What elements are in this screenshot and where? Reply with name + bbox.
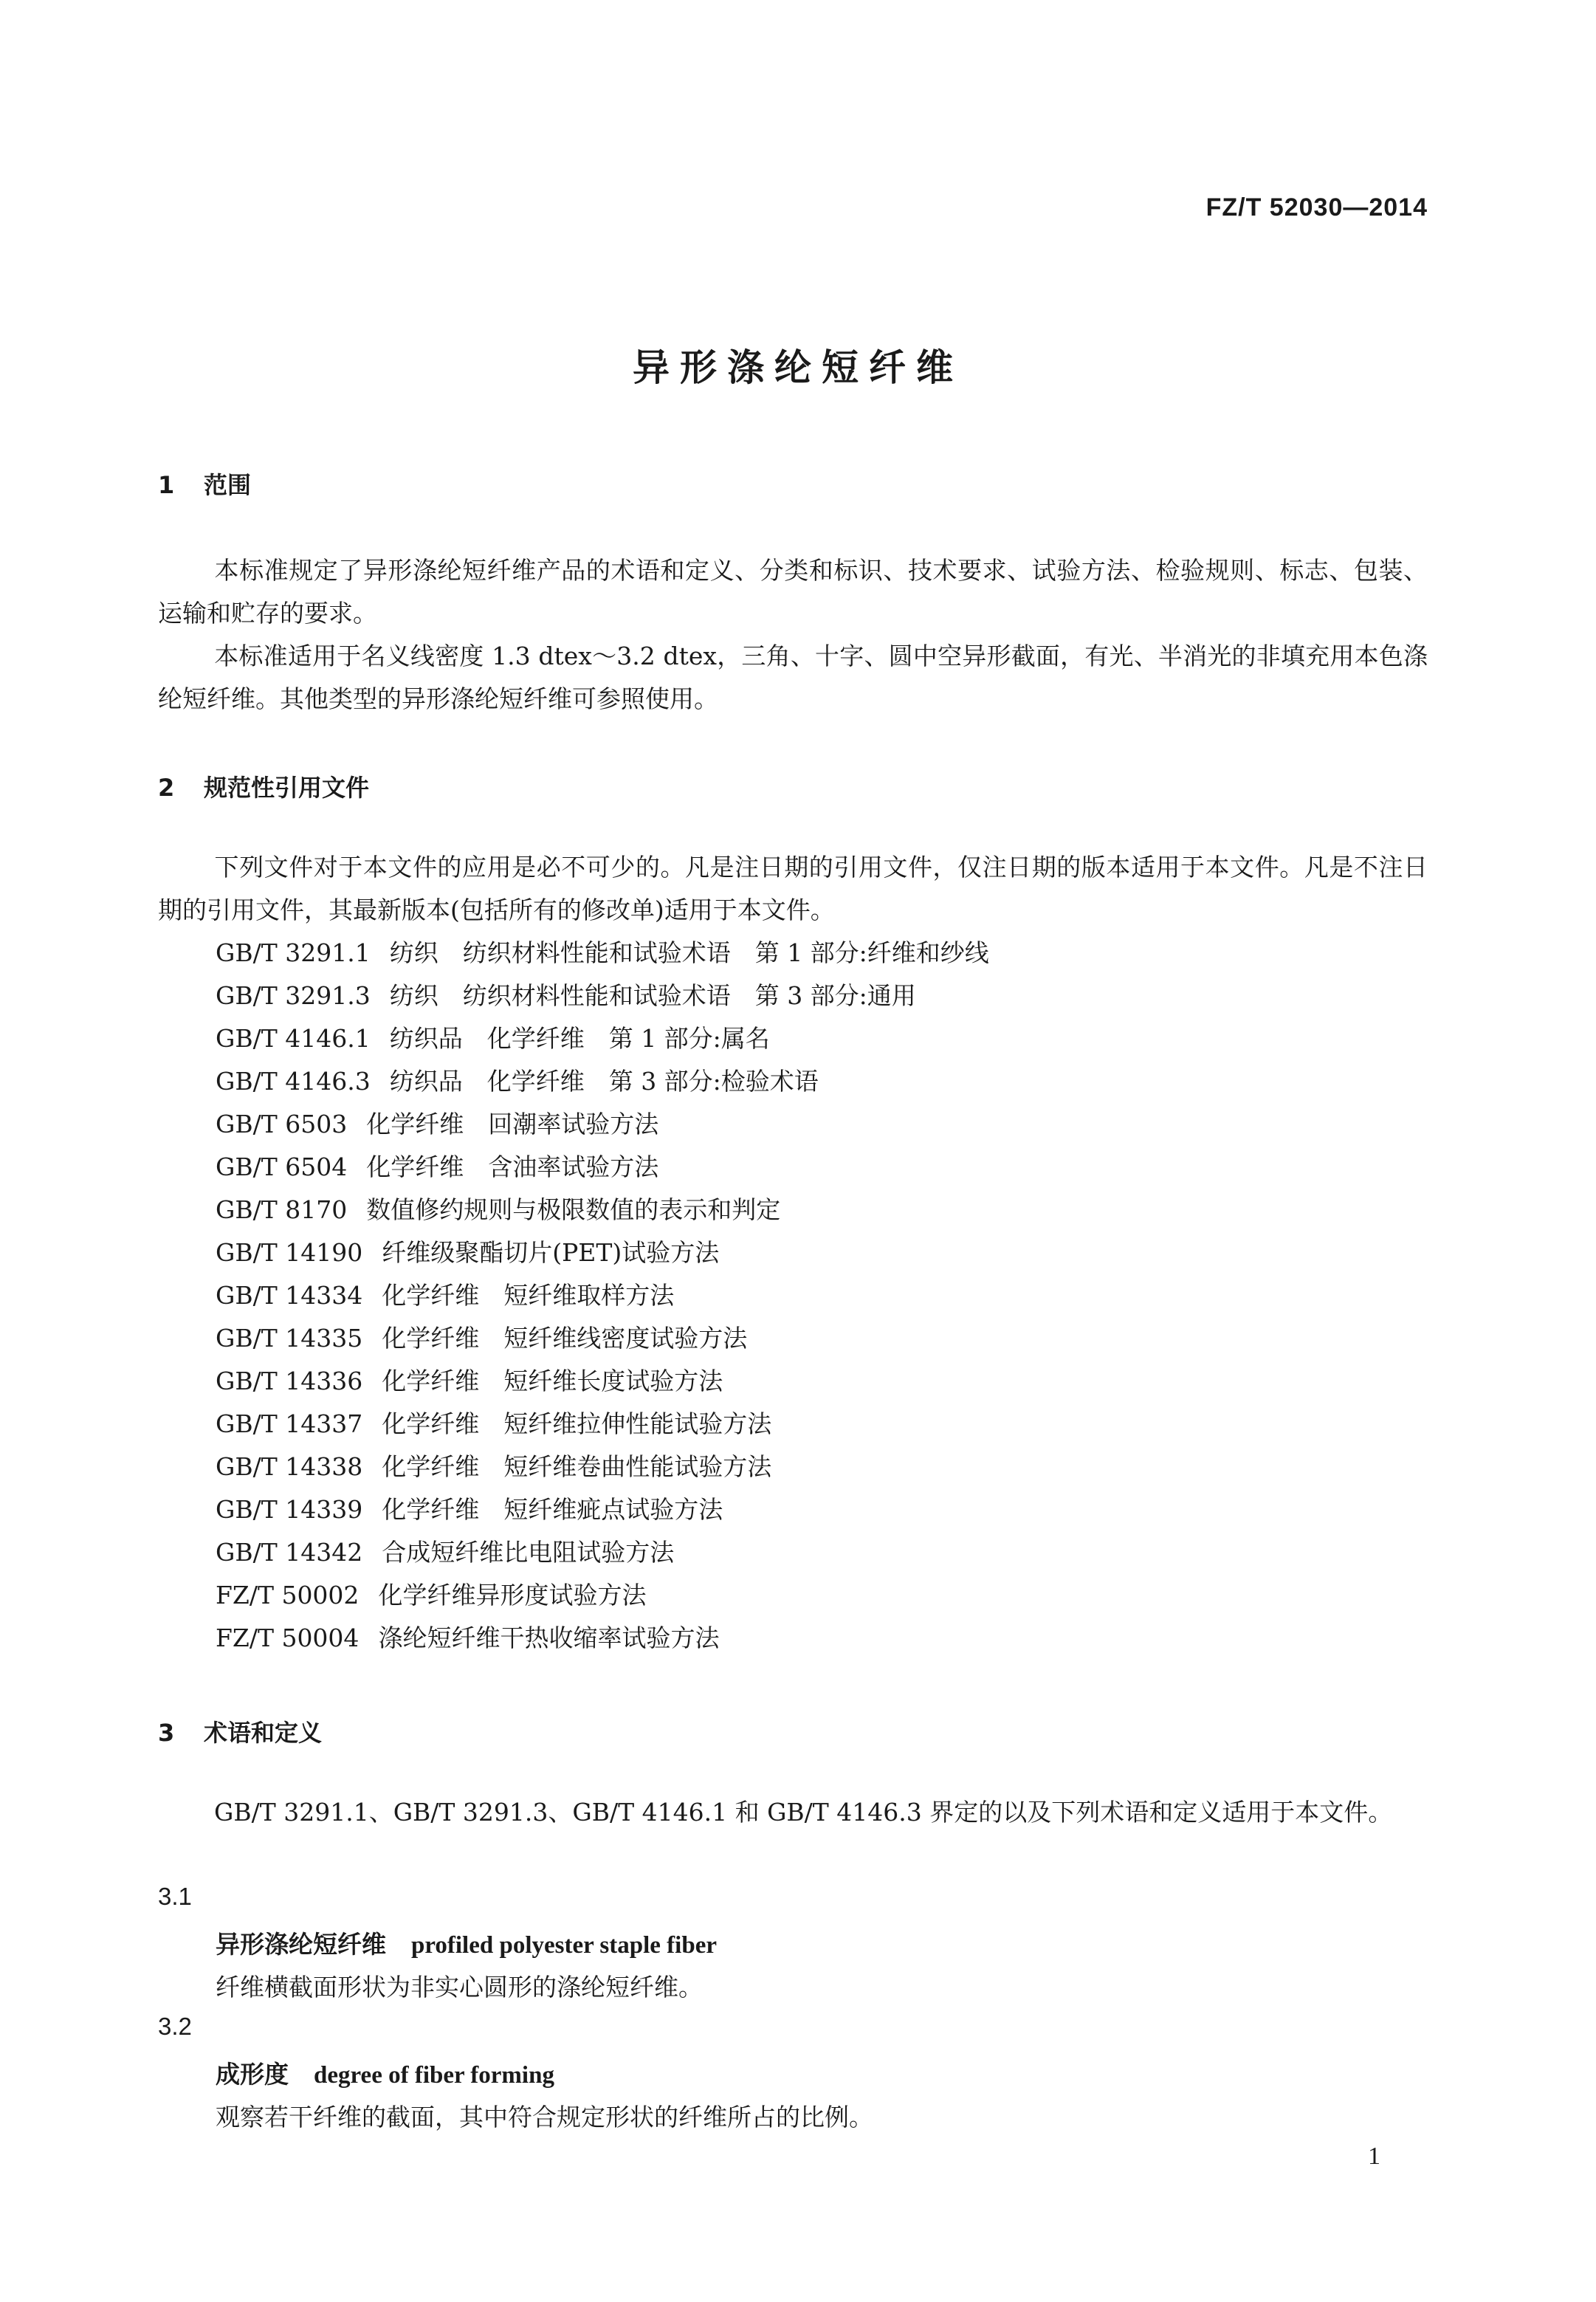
reference-title: 合成短纤维比电阻试验方法 [382, 1538, 675, 1567]
reference-item [216, 1488, 989, 1531]
references-intro-text: 下列文件对于本文件的应用是必不可少的。凡是注日期的引用文件，仅注日期的版本适用于本文件。凡是不注日期的引用文件，其最新版本(包括所有的修改单)适用于本文件。 [158, 853, 1428, 924]
term-english: profiled polyester staple fiber [411, 1932, 717, 1959]
section-number: 3 [158, 1719, 175, 1747]
reference-code: GB/T 4146.3 [216, 1067, 371, 1096]
reference-item [216, 1017, 989, 1060]
reference-code: GB/T 3291.3 [216, 981, 371, 1010]
term-entry [216, 1925, 717, 1960]
reference-title: 化学纤维 短纤维线密度试验方法 [382, 1324, 748, 1353]
reference-code: GB/T 6503 [216, 1110, 348, 1138]
reference-item [216, 1103, 989, 1146]
term-entry [216, 2055, 554, 2090]
reference-item [216, 1574, 989, 1617]
reference-title: 化学纤维 短纤维拉伸性能试验方法 [382, 1409, 772, 1438]
reference-item [216, 1146, 989, 1189]
term-definition: 观察若干纤维的截面，其中符合规定形状的纤维所占的比例。 [216, 2103, 873, 2131]
reference-title: 数值修约规则与极限数值的表示和判定 [366, 1195, 781, 1224]
reference-code: GB/T 14339 [216, 1495, 363, 1524]
reference-code: GB/T 14334 [216, 1281, 363, 1310]
reference-code: GB/T 14190 [216, 1238, 363, 1267]
reference-item [216, 1360, 989, 1403]
section-3-heading [158, 1714, 322, 1748]
reference-code: GB/T 3291.1 [216, 938, 371, 967]
references-intro [158, 846, 1428, 932]
reference-code: GB/T 14335 [216, 1324, 363, 1353]
reference-title: 涤纶短纤维干热收缩率试验方法 [378, 1624, 720, 1652]
reference-title: 纺织品 化学纤维 第 3 部分:检验术语 [389, 1067, 819, 1096]
standard-code: FZ/T 52030—2014 [1205, 193, 1428, 221]
reference-item [216, 975, 989, 1017]
reference-title: 纺织品 化学纤维 第 1 部分:属名 [389, 1024, 770, 1053]
reference-code: GB/T 14336 [216, 1367, 363, 1395]
reference-title: 化学纤维 短纤维长度试验方法 [382, 1367, 723, 1395]
reference-title: 化学纤维 回潮率试验方法 [366, 1110, 659, 1138]
reference-code: GB/T 14338 [216, 1452, 363, 1481]
term-chinese: 异形涤纶短纤维 [216, 1930, 386, 1959]
reference-title: 纺织 纺织材料性能和试验术语 第 3 部分:通用 [389, 981, 916, 1010]
reference-code: GB/T 8170 [216, 1195, 348, 1224]
clause-number: 3.1 [158, 1883, 192, 1910]
reference-item [216, 932, 989, 975]
section-number: 2 [158, 774, 175, 802]
section-1-heading [158, 467, 251, 501]
reference-item [216, 1403, 989, 1446]
scope-paragraph-2 [158, 635, 1428, 721]
reference-code: GB/T 14342 [216, 1538, 363, 1567]
reference-code: GB/T 6504 [216, 1152, 348, 1181]
reference-title: 化学纤维 短纤维卷曲性能试验方法 [382, 1452, 772, 1481]
document-title: 异形涤纶短纤维 [633, 346, 963, 389]
reference-item [216, 1617, 989, 1660]
reference-code: GB/T 14337 [216, 1409, 363, 1438]
reference-item [216, 1274, 989, 1317]
page-number: 1 [1368, 2143, 1380, 2170]
terms-intro [158, 1791, 1428, 1834]
term-english: degree of fiber forming [314, 2062, 554, 2089]
term-definition: 纤维横截面形状为非实心圆形的涤纶短纤维。 [216, 1973, 703, 2002]
reference-title: 纺织 纺织材料性能和试验术语 第 1 部分:纤维和纱线 [389, 938, 989, 967]
clause-number: 3.2 [158, 2013, 192, 2040]
section-title: 术语和定义 [204, 1719, 323, 1747]
reference-item [216, 1531, 989, 1574]
reference-list [216, 932, 989, 1660]
reference-item [216, 1060, 989, 1103]
scope-paragraph-1 [158, 549, 1428, 635]
section-number: 1 [158, 471, 175, 499]
reference-title: 纤维级聚酯切片(PET)试验方法 [382, 1238, 720, 1267]
section-title: 范围 [204, 471, 252, 499]
scope-text-2: 本标准适用于名义线密度 1.3 dtex～3.2 dtex，三角、十字、圆中空异形截面，有光、半消光的非填充用本色涤纶短纤维。其他类型的异形涤纶短纤维可参照使用。 [158, 642, 1428, 713]
section-title: 规范性引用文件 [204, 774, 370, 802]
reference-title: 化学纤维 短纤维取样方法 [382, 1281, 675, 1310]
reference-item [216, 1189, 989, 1231]
reference-title: 化学纤维 含油率试验方法 [366, 1152, 659, 1181]
reference-item [216, 1317, 989, 1360]
section-2-heading [158, 769, 369, 803]
scope-text-1: 本标准规定了异形涤纶短纤维产品的术语和定义、分类和标识、技术要求、试验方法、检验规则、标志、包装、运输和贮存的要求。 [158, 556, 1428, 628]
reference-title: 化学纤维异形度试验方法 [378, 1581, 647, 1609]
reference-code: GB/T 4146.1 [216, 1024, 371, 1053]
reference-title: 化学纤维 短纤维疵点试验方法 [382, 1495, 723, 1524]
reference-code: FZ/T 50004 [216, 1624, 360, 1652]
reference-item [216, 1446, 989, 1488]
terms-intro-text: GB/T 3291.1、GB/T 3291.3、GB/T 4146.1 和 GB/T 4146.3 界定的以及下列术语和定义适用于本文件。 [214, 1798, 1393, 1827]
term-chinese: 成形度 [216, 2060, 289, 2089]
reference-item [216, 1231, 989, 1274]
reference-code: FZ/T 50002 [216, 1581, 360, 1609]
